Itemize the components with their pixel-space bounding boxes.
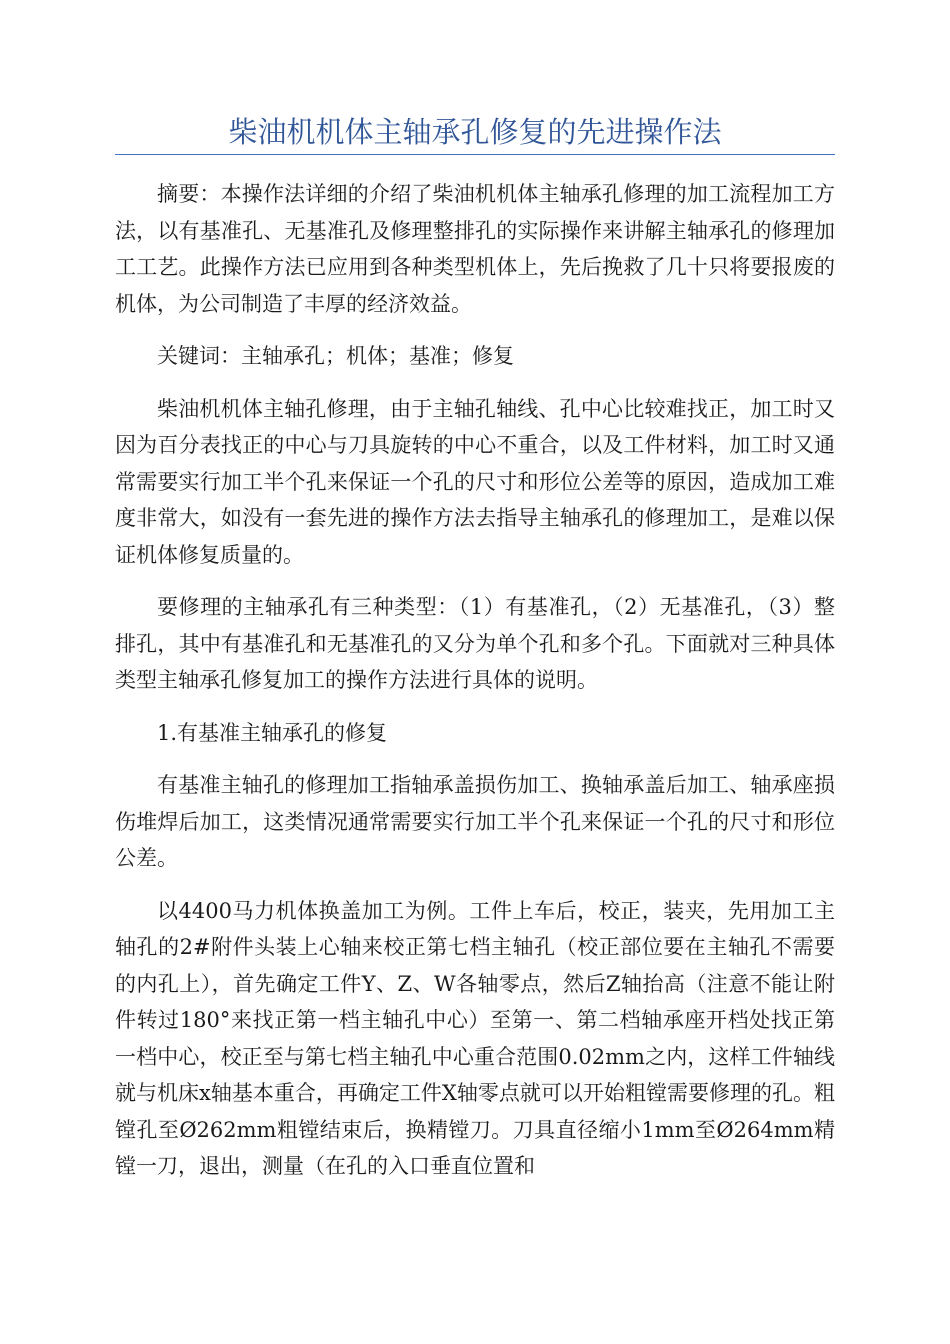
keywords-paragraph: 关键词：主轴承孔；机体；基准；修复 [157,344,514,368]
abstract-paragraph: 摘要：本操作法详细的介绍了柴油机机体主轴承孔修理的加工流程加工方法，以有基准孔、无基准孔及修理整排孔的实际操作来讲解主轴承孔的修理加工工艺。此操作方法已应用到各种类型机体上，先后挽救了几十只将要报废的机体，为公司制造了丰厚的经济效益。 [115,182,835,316]
document-title: 柴油机机体主轴承孔修复的先进操作法 [228,115,722,149]
body-paragraph: 要修理的主轴承孔有三种类型：（1）有基准孔，（2）无基准孔，（3）整排孔，其中有基准孔和无基准孔的又分为单个孔和多个孔。下面就对三种具体类型主轴承孔修复加工的操作方法进行具体的说明。 [115,595,835,692]
document-body [115,176,835,1201]
title-underline [115,154,835,155]
body-paragraph: 有基准主轴孔的修理加工指轴承盖损伤加工、换轴承盖后加工、轴承座损伤堆焊后加工，这类情况通常需要实行加工半个孔来保证一个孔的尺寸和形位公差。 [115,773,835,870]
section-heading: 1.有基准主轴承孔的修复 [157,720,388,745]
body-paragraph: 柴油机机体主轴孔修理，由于主轴孔轴线、孔中心比较难找正，加工时又因为百分表找正的中心与刀具旋转的中心不重合，以及工件材料，加工时又通常需要实行加工半个孔来保证一个孔的尺寸和形位公差等的原因，造成加工难度非常大，如没有一套先进的操作方法去指导主轴承孔的修理加工，是难以保证机体修复质量的。 [115,396,835,567]
body-paragraph: 以4400马力机体换盖加工为例。工件上车后，校正，装夹，先用加工主轴孔的2#附件头装上心轴来校正第七档主轴孔（校正部位要在主轴孔不需要的内孔上），首先确定工件Y、Z、W各轴零点，然后Z轴抬高（注意不能让附件转过180°来找正第一档主轴孔中心）至第一、第二档轴承座开档处找正第一档中心，校正至与第七档主轴孔中心重合范围0.02mm之内，这样工件轴线就与机床x轴基本重合，再确定工件X轴零点就可以开始粗镗需要修理的孔。粗镗孔至Ø262mm粗镗结束后，换精镗刀。刀具直径缩小1mm至Ø264mm精镗一刀，退出，测量（在孔的入口垂直位置和 [115,898,835,1178]
